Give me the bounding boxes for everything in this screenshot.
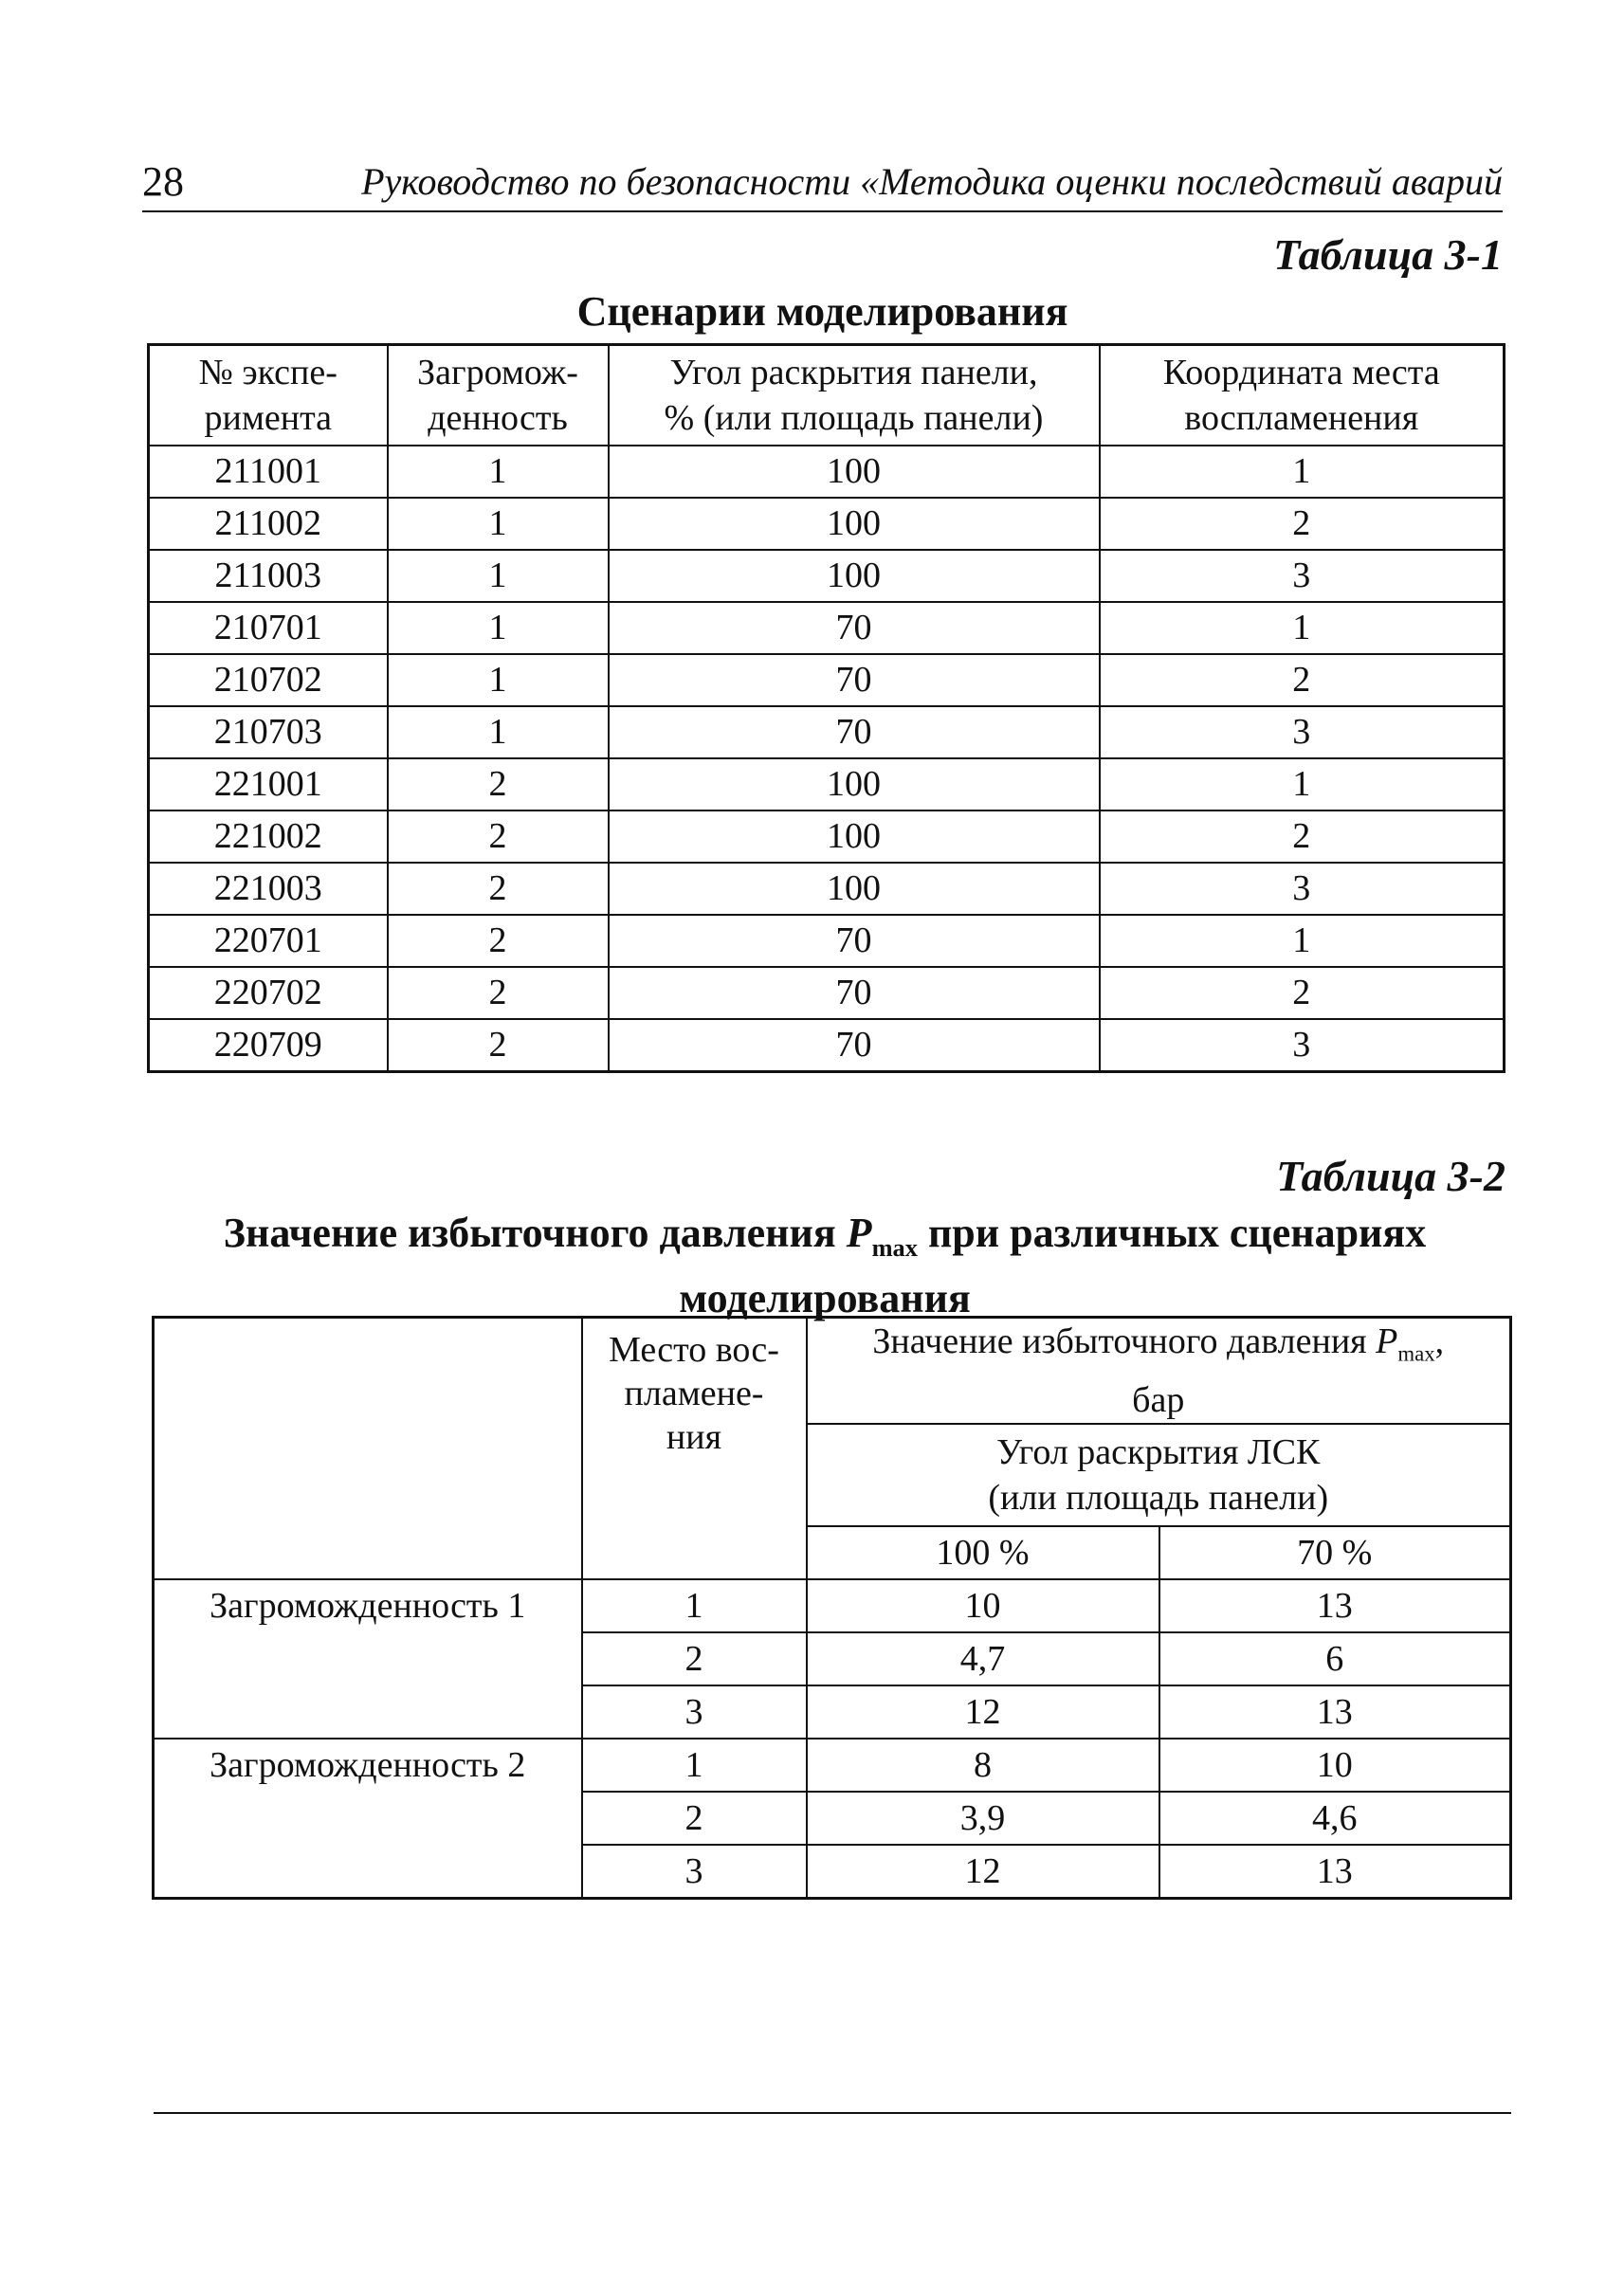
table-cell: 221001: [149, 758, 388, 811]
table-row: [149, 602, 1505, 654]
table-cell: 1: [1100, 758, 1505, 811]
table2-col-70: 70 %: [1159, 1526, 1511, 1579]
table-row: [149, 706, 1505, 758]
table-cell: 3: [1100, 863, 1505, 915]
table-cell: 2: [582, 1792, 807, 1845]
table-cell: 1: [388, 602, 609, 654]
table-cell: 211002: [149, 498, 388, 550]
table2-angle-header: Угол раскрытия ЛСК (или площадь панели): [807, 1424, 1511, 1526]
table-cell: 2: [388, 811, 609, 863]
table-cell: 2: [388, 863, 609, 915]
table-row: [149, 915, 1505, 967]
footer-rule: [154, 2112, 1511, 2114]
table1-column-header: Координата места воспламенения: [1100, 345, 1505, 446]
group-label: Загроможденность 1: [154, 1579, 582, 1739]
table-cell: 221003: [149, 863, 388, 915]
table-row: [149, 446, 1505, 498]
table2-title-subscript: max: [871, 1232, 918, 1262]
table1-column-header: Загромож- денность: [388, 345, 609, 446]
table1-label: Таблица 3-1: [1273, 230, 1503, 279]
table-cell: 4,7: [807, 1632, 1159, 1685]
table-cell: 2: [1100, 654, 1505, 706]
running-title: Руководство по безопасности «Методика оценки последствий аварий: [361, 160, 1503, 203]
table-cell: 2: [388, 758, 609, 811]
table-cell: 2: [1100, 498, 1505, 550]
table-row: [149, 967, 1505, 1019]
table-cell: 2: [388, 915, 609, 967]
table2-body: [154, 1579, 1511, 1899]
table-cell: 100: [609, 811, 1100, 863]
table-cell: 2: [388, 1019, 609, 1072]
table-cell: 2: [388, 967, 609, 1019]
table2-pressure-header: Значение избыточного давления $P_{max}$, бар: [807, 1318, 1511, 1425]
table-cell: 1: [388, 706, 609, 758]
table-cell: 70: [609, 602, 1100, 654]
table-cell: 3,9: [807, 1792, 1159, 1845]
table-cell: 3: [1100, 706, 1505, 758]
table-cell: 1: [1100, 602, 1505, 654]
table-cell: 3: [1100, 1019, 1505, 1072]
table-cell: 70: [609, 706, 1100, 758]
table-cell: 1: [582, 1579, 807, 1632]
table-cell: 1: [1100, 915, 1505, 967]
table-cell: 3: [582, 1685, 807, 1739]
table-cell: 3: [1100, 550, 1505, 602]
table-cell: 100: [609, 446, 1100, 498]
table-cell: 211003: [149, 550, 388, 602]
table-cell: 100: [609, 550, 1100, 602]
table2-col-100: 100 %: [807, 1526, 1159, 1579]
group-label: Загроможденность 2: [154, 1739, 582, 1899]
table2-ignition-header: Место вос- пламене- ния: [582, 1318, 807, 1580]
table2-title-text: Значение избыточного давления: [223, 1210, 847, 1256]
table-cell: 220701: [149, 915, 388, 967]
table-row: [149, 811, 1505, 863]
table-cell: 10: [807, 1579, 1159, 1632]
table-cell: 12: [807, 1685, 1159, 1739]
table1-column-header: Угол раскрытия панели, % (или площадь панели): [609, 345, 1100, 446]
table-row: [149, 498, 1505, 550]
table-cell: 1: [388, 498, 609, 550]
table-cell: 1: [582, 1739, 807, 1792]
table-cell: 220702: [149, 967, 388, 1019]
table-row: [149, 654, 1505, 706]
table1-header-row: [149, 345, 1505, 446]
table2-label: Таблица 3-2: [1276, 1152, 1505, 1200]
table-cell: 8: [807, 1739, 1159, 1792]
table-cell: 1: [388, 550, 609, 602]
table-cell: 70: [609, 915, 1100, 967]
table-cell: 1: [388, 654, 609, 706]
table-cell: 210703: [149, 706, 388, 758]
table-row: [154, 1739, 1511, 1792]
table-row: [149, 550, 1505, 602]
table-cell: 6: [1159, 1632, 1511, 1685]
table1-title: Сценарии моделирования: [576, 288, 1068, 335]
table-cell: 70: [609, 967, 1100, 1019]
table-row: [149, 758, 1505, 811]
table-cell: 221002: [149, 811, 388, 863]
table-cell: 2: [1100, 811, 1505, 863]
table-cell: 210701: [149, 602, 388, 654]
table2-empty-header: [154, 1318, 582, 1580]
page-header: [142, 152, 1503, 212]
table-cell: 100: [609, 498, 1100, 550]
table1-column-header: № экспе- римента: [149, 345, 388, 446]
table-cell: 2: [582, 1632, 807, 1685]
table-cell: 2: [1100, 967, 1505, 1019]
table-cell: 1: [388, 446, 609, 498]
table-row: [154, 1579, 1511, 1632]
table-row: [149, 863, 1505, 915]
table-cell: 210702: [149, 654, 388, 706]
table-cell: 100: [609, 863, 1100, 915]
table-cell: 100: [609, 758, 1100, 811]
table-cell: 70: [609, 1019, 1100, 1072]
pressure-table: [152, 1316, 1512, 1900]
table-cell: 10: [1159, 1739, 1511, 1792]
table-cell: 12: [807, 1845, 1159, 1899]
table2-title: [142, 1208, 1507, 1324]
table2-title-symbol: P: [846, 1210, 872, 1256]
page-number: 28: [142, 158, 184, 205]
table-cell: 3: [582, 1845, 807, 1899]
scenario-table: [147, 343, 1505, 1073]
table1-body: [149, 446, 1505, 1072]
table2-title-rest: при различных сценариях моделирования: [679, 1210, 1427, 1321]
table-cell: 70: [609, 654, 1100, 706]
table-cell: 13: [1159, 1685, 1511, 1739]
table-cell: 211001: [149, 446, 388, 498]
table-cell: 1: [1100, 446, 1505, 498]
table-row: [149, 1019, 1505, 1072]
table-cell: 13: [1159, 1845, 1511, 1899]
table-cell: 220709: [149, 1019, 388, 1072]
table-cell: 4,6: [1159, 1792, 1511, 1845]
table-cell: 13: [1159, 1579, 1511, 1632]
